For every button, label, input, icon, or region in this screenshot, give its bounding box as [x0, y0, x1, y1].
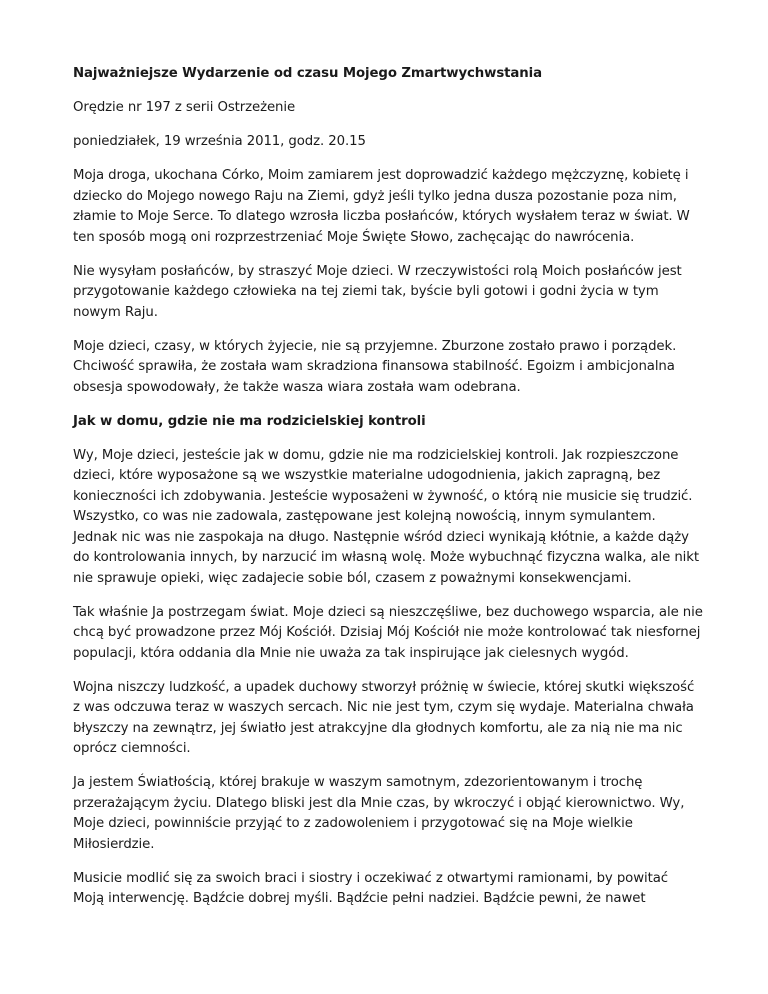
paragraph: Wy, Moje dzieci, jesteście jak w domu, gdzie nie ma rodzicielskiej kontroli. Jak rozpieszczone dzieci, które wyposażone są we wszystkie materialne udogodnienia, jakich zapragną, bez konieczności ich zdobywania. Jesteście wyposażeni w żywność, o którą nie musicie się trudzić. Wszystko, co was nie zadowala, zastępowane jest kolejną nowością, innym symulantem. Jednak nic was nie zaspokaja na długo. Następnie wśród dzieci wynikają kłótnie, a każde dąży do kontrolowania innych, by narzucić im własną wolę. Może wybuchnąć fizyczna walka, ale nikt nie sprawuje opieki, więc zadajecie sobie ból, czasem z poważnymi konsekwencjami. [73, 447, 699, 586]
message-date: poniedziałek, 19 września 2011, godz. 20.15 [73, 134, 366, 149]
document-title: Najważniejsze Wydarzenie od czasu Mojego Zmartwychwstania [73, 66, 542, 81]
document-page [73, 64, 703, 923]
section-heading: Jak w domu, gdzie nie ma rodzicielskiej kontroli [73, 413, 426, 429]
message-number: Orędzie nr 197 z serii Ostrzeżenie [73, 100, 296, 115]
paragraph: Nie wysyłam posłańców, by straszyć Moje dzieci. W rzeczywistości rolą Moich posłańców jest przygotowanie każdego człowieka na tej ziemi tak, byście byli gotowi i godni życia w tym nowym Raju. [73, 263, 682, 320]
paragraph: Musicie modlić się za swoich braci i siostry i oczekiwać z otwartymi ramionami, by powitać Moją interwencję. Bądźcie dobrej myśli. Bądźcie pełni nadziei. Bądźcie pewni, że nawet [73, 870, 668, 906]
paragraph: Moje dzieci, czasy, w których żyjecie, nie są przyjemne. Zburzone zostało prawo i porządek. Chciwość sprawiła, że została wam skradziona finansowa stabilność. Egoizm i ambicjonalna obsesja spowodowały, że także wasza wiara została wam odebrana. [73, 338, 677, 395]
paragraph: Wojna niszczy ludzkość, a upadek duchowy stworzył próżnię w świecie, której skutki większość z was odczuwa teraz w waszych sercach. Nic nie jest tym, czym się wydaje. Materialna chwała błyszczy na zewnątrz, jej światło jest atrakcyjne dla głodnych komfortu, ale za nią nie ma nic oprócz ciemności. [73, 679, 695, 756]
paragraph: Tak właśnie Ja postrzegam świat. Moje dzieci są nieszczęśliwe, bez duchowego wsparcia, ale nie chcą być prowadzone przez Mój Kościół. Dzisiaj Mój Kościół nie może kontrolować tak niesfornej populacji, która oddania dla Mnie nie uważa za tak inspirujące jak cielesnych wygód. [73, 604, 703, 661]
paragraph: Moja droga, ukochana Córko, Moim zamiarem jest doprowadzić każdego mężczyznę, kobietę i dziecko do Mojego nowego Raju na Ziemi, gdyż jeśli tylko jedna dusza pozostanie poza nim, złamie to Moje Serce. To dlatego wzrosła liczba posłańców, których wysłałem teraz w świat. W ten sposób mogą oni rozprzestrzeniać Moje Święte Słowo, zachęcając do nawrócenia. [73, 168, 690, 245]
paragraph: Ja jestem Światłością, której brakuje w waszym samotnym, zdezorientowanym i trochę przerażającym życiu. Dlatego bliski jest dla Mnie czas, by wkroczyć i objąć kierownictwo. Wy, Moje dzieci, powinniście przyjąć to z zadowoleniem i przygotować się na Moje wielkie Miłosierdzie. [73, 775, 685, 852]
